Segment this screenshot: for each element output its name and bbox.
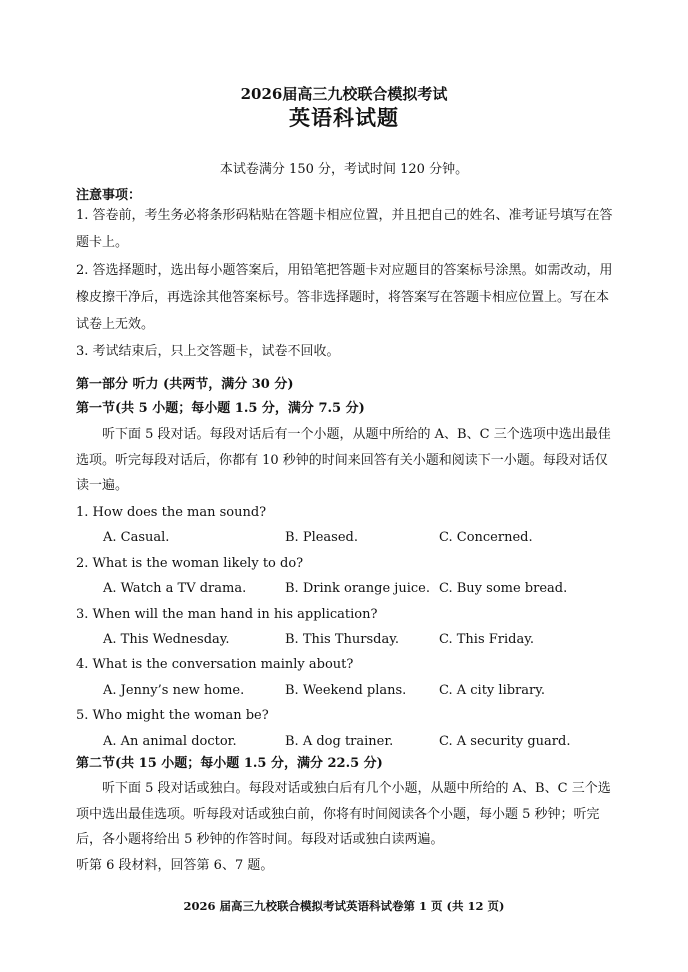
- notice-item: 1. 答卷前，考生务必将条形码粘贴在答题卡相应位置，并且把自己的姓名、准考证号填写在答题卡上。: [76, 208, 613, 250]
- option-b: B. Pleased.: [285, 530, 358, 546]
- option-a: A. Casual.: [103, 530, 170, 546]
- option-c: C. A city library.: [439, 682, 545, 698]
- notice-item: 2. 答选择题时，选出每小题答案后，用铅笔把答题卡对应题目的答案标号涂黑。如需改动，用橡皮擦干净后，再选涂其他答案标号。答非选择题时，将答案写在答题卡相应位置上。写在本试卷上无效。: [76, 263, 613, 332]
- listen-note: 听第 6 段材料，回答第 6、7 题。: [76, 858, 274, 873]
- option-b: B. Drink orange juice.: [285, 581, 430, 597]
- page-footer: 2026 届高三九校联合模拟考试英语科试卷第 1 页 (共 12 页): [183, 899, 505, 913]
- question-options: [76, 627, 636, 652]
- question-options: [76, 576, 636, 601]
- question-stem: 2. What is the woman likely to do?: [76, 555, 304, 571]
- question-stem: 1. How does the man sound?: [76, 505, 267, 520]
- question-options: [76, 525, 636, 550]
- option-b: B. Weekend plans.: [285, 682, 407, 698]
- question-list: [76, 500, 636, 754]
- option-a: A. An animal doctor.: [103, 733, 237, 749]
- question-options: [76, 678, 636, 703]
- subject-title: 英语科试题: [289, 105, 399, 130]
- option-b: B. This Thursday.: [285, 631, 399, 647]
- option-c: C. Concerned.: [439, 530, 533, 546]
- question-item: [76, 652, 636, 703]
- section2-instructions: 听下面 5 段对话或独白。每段对话或独白后有几个小题，从题中所给的 A、B、C 三个选项中选出最佳选项。听每段对话或独白前，你将有时间阅读各个小题，每小题 5 秒钟；听完后，各小题将给出 5 秒钟的作答时间。每段对话或独白读两遍。: [76, 781, 611, 847]
- question-stem: 5. Who might the woman be?: [76, 708, 269, 724]
- option-a: A. This Wednesday.: [103, 631, 230, 647]
- exam-title: 2026届高三九校联合模拟考试: [240, 85, 448, 103]
- exam-info: 本试卷满分 150 分，考试时间 120 分钟。: [219, 162, 469, 177]
- question-stem: 4. What is the conversation mainly about?: [76, 657, 354, 673]
- question-item: [76, 551, 636, 602]
- question-item: [76, 703, 636, 754]
- section1-heading: 第一节(共 5 小题；每小题 1.5 分，满分 7.5 分): [76, 401, 365, 416]
- notice-item: 3. 考试结束后，只上交答题卡，试卷不回收。: [76, 344, 340, 359]
- option-c: C. Buy some bread.: [439, 581, 568, 597]
- question-options: [76, 729, 636, 754]
- option-a: A. Watch a TV drama.: [103, 581, 247, 597]
- option-c: C. This Friday.: [439, 631, 534, 647]
- part1-heading: 第一部分 听力 (共两节，满分 30 分): [76, 377, 294, 392]
- section2-heading: 第二节(共 15 小题；每小题 1.5 分，满分 22.5 分): [76, 756, 383, 771]
- notice-heading: 注意事项：: [76, 188, 142, 203]
- question-item: [76, 500, 636, 551]
- option-a: A. Jenny’s new home.: [103, 682, 245, 698]
- question-item: [76, 602, 636, 653]
- option-b: B. A dog trainer.: [285, 733, 394, 749]
- option-c: C. A security guard.: [439, 733, 571, 749]
- section1-instructions: 听下面 5 段对话。每段对话后有一个小题，从题中所给的 A、B、C 三个选项中选出最佳选项。听完每段对话后，你都有 10 秒钟的时间来回答有关小题和阅读下一小题。每段对话仅读一遍。: [76, 427, 611, 493]
- question-stem: 3. When will the man hand in his application?: [76, 606, 378, 622]
